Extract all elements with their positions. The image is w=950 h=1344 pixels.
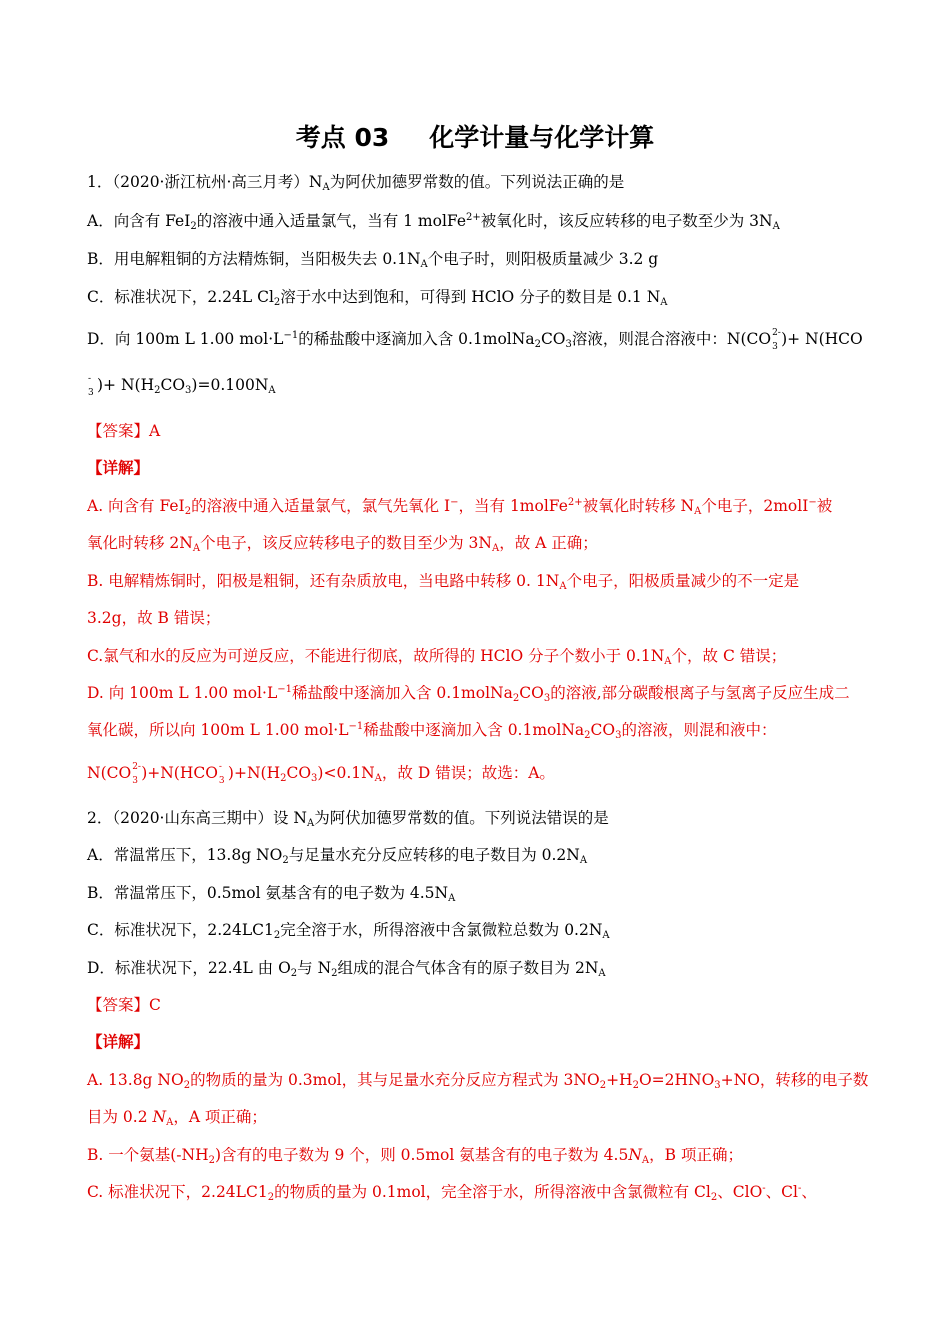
text: 被 [816, 497, 833, 515]
text: 组成的混合气体含有的原子数目为 2N [337, 959, 599, 977]
answer-text: 【答案】C [87, 996, 161, 1014]
text: 目为 0.2 [87, 1108, 153, 1126]
index: 3 [132, 776, 138, 786]
q1-exp-d-formula [87, 760, 863, 786]
text: 完全溶于水，所得溶液中含氯微粒总数为 0.2N [280, 921, 603, 939]
text: O=2HNO [638, 1071, 715, 1089]
text: 的物质的量为 0.3mol，其与足量水充分反应方程式为 3NO [190, 1071, 600, 1089]
text: A. 13.8g NO [87, 1071, 184, 1089]
text: ，当有 1molFe [458, 497, 568, 515]
charge: - [88, 374, 92, 384]
text: 氧化时转移 2N [87, 534, 193, 552]
q2-option-c [87, 917, 863, 943]
subscript: A [694, 506, 702, 517]
subscript: 2 [599, 1080, 607, 1091]
index: 3 [218, 776, 225, 786]
subscript: 3 [543, 693, 551, 704]
text: ，故 D 错误；故选：A。 [381, 764, 555, 782]
text: 溶于水中达到饱和，可得到 HClO 分子的数目是 0.1 N [280, 288, 661, 306]
text: CO [540, 330, 566, 348]
text: )+ N(H [97, 376, 155, 394]
text: A．向含有 FeI [87, 212, 191, 230]
subscript: 3 [311, 773, 318, 784]
text: 与 N [297, 959, 332, 977]
subscript: A [192, 543, 201, 554]
ion-charge [87, 376, 97, 396]
q1-stem-text: 1．（2020·浙江杭州·高三月考）N [87, 173, 323, 191]
superscript: −1 [283, 330, 299, 341]
text: 2．（2020·山东高三期中）设 N [87, 809, 307, 827]
text: )+ N(HCO [781, 330, 863, 348]
text: D．向 100m L 1.00 mol·L [87, 330, 284, 348]
subscript: A [598, 968, 606, 979]
text: 被氧化时转移 N [582, 497, 695, 515]
q1-exp-a-cont [87, 530, 863, 556]
q2-stem [87, 805, 863, 831]
page-title [0, 120, 950, 156]
subscript: A [374, 773, 382, 784]
text: A．常温常压下，13.8g NO [87, 846, 283, 864]
text: 的稀盐酸中逐滴加入含 0.1molNa [298, 330, 535, 348]
q1-option-b [87, 246, 863, 272]
q2-exp-a [87, 1067, 869, 1093]
superscript: − [808, 497, 817, 508]
subscript: A [559, 581, 567, 592]
superscript: - [762, 1183, 766, 1194]
q2-exp-c [87, 1179, 863, 1205]
text: B. 电解精炼铜时，阳极是粗铜，还有杂质放电，当电路中转移 0. 1N [87, 572, 560, 590]
text: 的溶液,部分碳酸根离子与氢离子反应生成二 [550, 684, 850, 702]
subscript: A [306, 818, 315, 829]
subscript: A [268, 385, 276, 396]
subscript: A [602, 930, 610, 941]
ion-charge [771, 330, 781, 350]
text: )<0.1N [317, 764, 375, 782]
q1-exp-b-cont [87, 605, 863, 631]
text: 与足量水充分反应转移的电子数目为 0.2N [288, 846, 580, 864]
q1-exp-d-cont [87, 717, 863, 743]
superscript: − [450, 497, 459, 508]
subscript: 2 [267, 1192, 275, 1203]
text: ，A 项正确； [173, 1108, 267, 1126]
subscript: A [772, 221, 780, 232]
text: )+N(H [227, 764, 281, 782]
text: 个电子时，则阳极质量减少 3.2 g [427, 250, 659, 268]
q1-option-d-cont [87, 372, 863, 398]
q1-exp-d [87, 680, 863, 706]
title-text: 化学计量与化学计算 [429, 123, 655, 152]
q1-answer [87, 418, 863, 444]
subscript: 3 [615, 730, 622, 741]
q2-answer [87, 992, 863, 1018]
text: CO [590, 721, 616, 739]
ion-charge [218, 764, 228, 784]
subscript: A [641, 1155, 650, 1166]
subscript: A [491, 543, 500, 554]
text: 个电子，2molI [701, 497, 809, 515]
q2-option-b [87, 880, 863, 906]
q2-exp-a-cont [87, 1104, 863, 1130]
ion-charge [131, 764, 141, 784]
text: 的物质的量为 0.1mol，完全溶于水，所得溶液中含氯微粒有 Cl [274, 1183, 711, 1201]
text: B．用电解粗铜的方法精炼铜，当阳极失去 0.1N [87, 250, 421, 268]
q1-stem [87, 169, 863, 195]
subscript: 3 [185, 385, 192, 396]
subscript: 2 [331, 968, 338, 979]
q1-option-a [87, 208, 863, 234]
text: 个，故 C 错误； [671, 647, 787, 665]
q2-option-a [87, 842, 863, 868]
text: A. 向含有 FeI [87, 497, 185, 515]
subscript: 2 [190, 221, 197, 232]
subscript: A [322, 182, 330, 193]
subscript: A [448, 893, 456, 904]
text: CO [160, 376, 186, 394]
superscript: −1 [277, 684, 292, 695]
text: 3.2g，故 B 错误； [87, 609, 221, 627]
text: CO [286, 764, 312, 782]
superscript: −1 [348, 721, 364, 732]
text: 为阿伏加德罗常数的值。下列说法错误的是 [314, 809, 609, 827]
q2-option-d [87, 955, 863, 981]
text: C.氯气和水的反应为可逆反应，不能进行彻底，故所得的 HClO 分子个数小于 0.1N [87, 647, 665, 665]
charge: 2- [772, 328, 781, 338]
q1-detail-label [87, 455, 863, 481]
italic-symbol: N [152, 1108, 167, 1126]
subscript: 2 [632, 1080, 639, 1091]
subscript: A [420, 259, 428, 270]
subscript: 2 [584, 730, 591, 741]
subscript: 2 [534, 339, 541, 350]
subscript: 2 [512, 693, 520, 704]
text: C．标准状况下，2.24L Cl [87, 288, 274, 306]
subscript: A [664, 656, 672, 667]
detail-label: 【详解】 [87, 1032, 150, 1051]
text: +NO，转移的电子数 [720, 1071, 869, 1089]
text: 、 [801, 1183, 817, 1201]
text: C．标准状况下，2.24LC1 [87, 921, 274, 939]
text: )+N(HCO [141, 764, 218, 782]
text: 个电子，该反应转移电子的数目至少为 3N [200, 534, 492, 552]
text: ，B 项正确； [649, 1146, 743, 1164]
subscript: 2 [184, 506, 192, 517]
index: 3 [772, 342, 778, 352]
text: B．常温常压下，0.5mol 氨基含有的电子数为 4.5N [87, 884, 449, 902]
text: 、Cl [765, 1183, 798, 1201]
charge: - [218, 762, 222, 772]
text: )=0.100N [191, 376, 269, 394]
text: +H [606, 1071, 633, 1089]
text: D．标准状况下，22.4L 由 O [87, 959, 291, 977]
text: )含有的电子数为 9 个，则 0.5mol 氨基含有的电子数为 4.5 [214, 1146, 629, 1164]
q1-exp-b [87, 568, 863, 594]
text: 、ClO [717, 1183, 763, 1201]
text: 的溶液，则混和液中： [621, 721, 777, 739]
text: B. 一个氨基(-NH [87, 1146, 209, 1164]
subscript: 2 [273, 297, 281, 308]
subscript: A [660, 297, 668, 308]
q1-stem-text-end: 为阿伏加德罗常数的值。下列说法正确的是 [329, 173, 625, 191]
superscript: 2+ [567, 497, 583, 508]
title-number: 考点 03 [295, 123, 390, 152]
text: 氧化碳，所以向 100m L 1.00 mol·L [87, 721, 349, 739]
charge: 2- [132, 762, 141, 772]
q1-exp-a [87, 493, 863, 519]
text: 的溶液中通入适量氯气，当有 1 molFe [196, 212, 466, 230]
index: 3 [88, 388, 94, 398]
q2-detail-label [87, 1029, 863, 1055]
subscript: 2 [710, 1192, 718, 1203]
text: 溶液，则混合溶液中：N(CO [571, 330, 772, 348]
text: 稀盐酸中逐滴加入含 0.1molNa [363, 721, 585, 739]
q2-exp-b [87, 1142, 863, 1168]
q1-exp-c [87, 643, 863, 669]
subscript: A [166, 1117, 174, 1128]
superscript: - [798, 1183, 802, 1194]
text: 稀盐酸中逐滴加入含 0.1molNa [291, 684, 513, 702]
text: 被氧化时，该反应转移的电子数至少为 3N [480, 212, 773, 230]
subscript: 3 [565, 339, 572, 350]
superscript: 2+ [466, 212, 481, 223]
text: 个电子，阳极质量减少的不一定是 [566, 572, 800, 590]
subscript: 2 [183, 1080, 191, 1091]
text: D. 向 100m L 1.00 mol·L [87, 684, 278, 702]
text: C. 标准状况下，2.24LC1 [87, 1183, 268, 1201]
subscript: 2 [280, 773, 287, 784]
q1-option-d [87, 326, 863, 352]
subscript: A [579, 855, 588, 866]
text: CO [519, 684, 544, 702]
detail-label: 【详解】 [87, 458, 150, 477]
subscript: 3 [714, 1080, 721, 1091]
subscript: 2 [208, 1155, 215, 1166]
subscript: 2 [154, 385, 161, 396]
text: N(CO [87, 764, 132, 782]
italic-symbol: N [628, 1146, 642, 1164]
subscript: 2 [290, 968, 298, 979]
q1-option-c [87, 284, 863, 310]
subscript: 2 [273, 930, 281, 941]
text: ，故 A 正确； [499, 534, 598, 552]
text: 的溶液中通入适量氯气，氯气先氧化 I [191, 497, 451, 515]
answer-text: 【答案】A [87, 422, 161, 440]
subscript: 2 [282, 855, 289, 866]
